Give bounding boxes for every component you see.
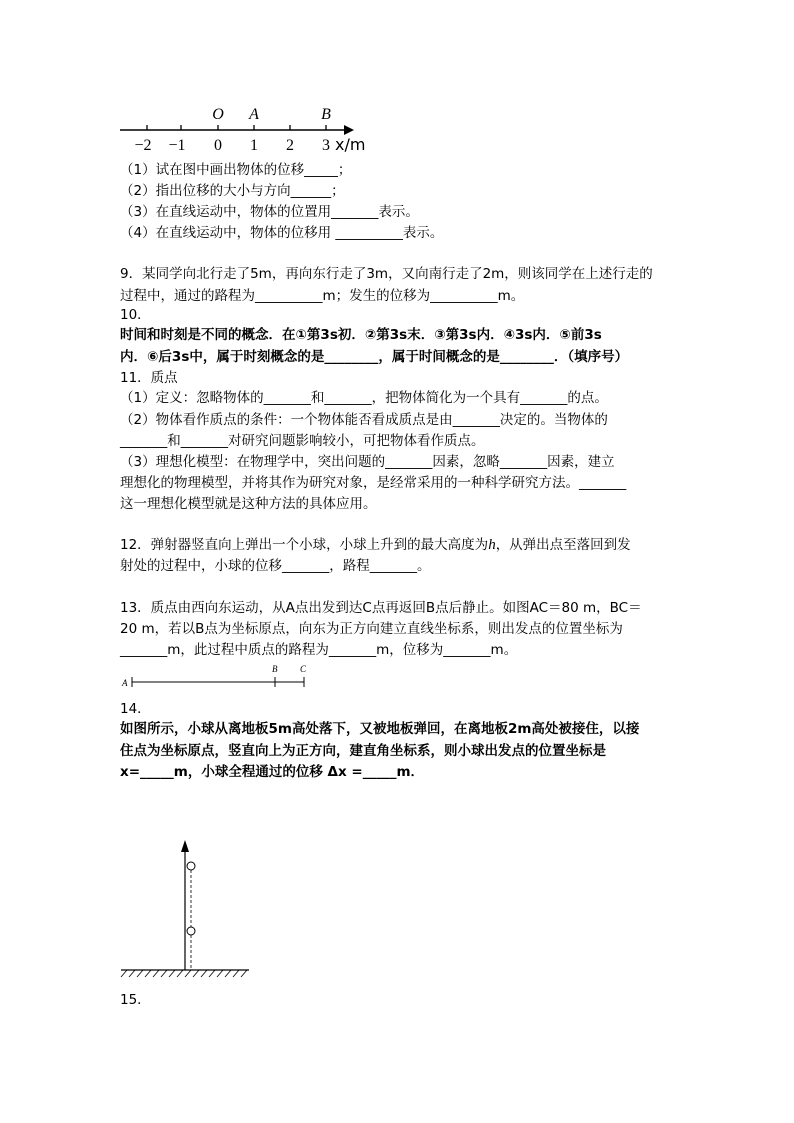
q8-item-3: （3）在直线运动中，物体的位置用_______表示。 bbox=[120, 204, 419, 220]
tick-label: −2 bbox=[134, 137, 152, 154]
point-label-c: C bbox=[300, 664, 307, 674]
q9-line-2: 过程中，通过的路程为__________m；发生的位移为__________m。 bbox=[120, 288, 525, 304]
q11-line: （1）定义：忽略物体的_______和_______，把物体简化为一个具有_______的点。 bbox=[120, 390, 608, 406]
q13-line: 20 m，若以B点为坐标原点，向东为正方向建立直线坐标系，则出发点的位置坐标为 bbox=[120, 621, 623, 637]
point-label-a: A bbox=[249, 106, 259, 123]
q13-segment-figure bbox=[118, 662, 318, 692]
q10-number: 10． bbox=[120, 307, 151, 323]
q15-number: 15． bbox=[120, 992, 151, 1008]
q13-line: 13．质点由西向东运动，从A点出发到达C点再返回B点后静止。如图AC＝80 m，BC＝ bbox=[120, 600, 642, 616]
point-label-o: O bbox=[212, 106, 224, 123]
q8-item-1: （1）试在图中画出物体的位移_____； bbox=[120, 162, 352, 178]
q11-line: （3）理想化模型：在物理学中，突出问题的_______因素，忽略_______因素，建立 bbox=[120, 454, 615, 470]
q14-ball-figure bbox=[115, 830, 255, 980]
q10-line-1: 时间和时刻是不同的概念．在①第3s初．②第3s末．③第3s内．④3s内．⑤前3s bbox=[120, 327, 602, 343]
q9-line-1: 9．某同学向北行走了5m，再向东行走了3m，又向南行走了2m，则该同学在上述行走的 bbox=[120, 266, 653, 282]
q11-line: _______和_______对研究问题影响较小，可把物体看作质点。 bbox=[120, 433, 485, 449]
tick-label: 1 bbox=[250, 137, 258, 154]
floor-hatch bbox=[121, 970, 247, 977]
axis-arrow-icon bbox=[344, 125, 354, 135]
q11-line: 这一理想化模型就是这种方法的具体应用。 bbox=[120, 496, 377, 512]
point-label-b: B bbox=[272, 664, 278, 674]
ball-caught-icon bbox=[187, 927, 195, 935]
tick-label: 2 bbox=[286, 137, 294, 154]
q13-line: _______m，此过程中质点的路程为_______m，位移为_______m。 bbox=[120, 642, 518, 658]
q11-title: 11．质点 bbox=[120, 370, 178, 386]
q14-number: 14． bbox=[120, 701, 151, 717]
tick-label: 3 bbox=[322, 137, 330, 154]
q14-line: x=_____m，小球全程通过的位移 Δx =_____m． bbox=[120, 764, 425, 780]
q8-item-2: （2）指出位移的大小与方向______； bbox=[120, 183, 345, 199]
point-label-b: B bbox=[321, 106, 331, 123]
point-label-a: A bbox=[122, 678, 128, 688]
q12-line-1: 12．弹射器竖直向上弹出一个小球，小球上升到的最大高度为h，从弹出点至落回到发 bbox=[120, 537, 631, 553]
number-line-figure bbox=[110, 100, 370, 158]
tick-label: 0 bbox=[214, 137, 222, 154]
q12-line-2: 射处的过程中，小球的位移_______，路程_______。 bbox=[120, 558, 431, 574]
tick-label: −1 bbox=[168, 137, 186, 154]
ball-start-icon bbox=[187, 862, 195, 870]
q12-h-symbol: h bbox=[488, 537, 496, 553]
q11-line: 理想化的物理模型，并将其作为研究对象，是经常采用的一种科学研究方法。_______ bbox=[120, 475, 627, 491]
axis-arrow-icon bbox=[181, 840, 189, 852]
q10-line-2: 内．⑥后3s中，属于时刻概念的是________，属于时间概念的是________．（填序号） bbox=[120, 349, 629, 365]
q8-item-4: （4）在直线运动中，物体的位移用 __________表示。 bbox=[120, 225, 444, 241]
axis-label: x/m bbox=[335, 135, 366, 154]
q11-line: （2）物体看作质点的条件：一个物体能否看成质点是由_______决定的。当物体的 bbox=[120, 412, 608, 428]
q14-line: 住点为坐标原点，竖直向上为正方向，建直角坐标系，则小球出发点的位置坐标是 bbox=[120, 743, 606, 759]
q14-line: 如图所示，小球从离地板5m高处落下，又被地板弹回，在离地板2m高处被接住，以接 bbox=[120, 721, 640, 737]
